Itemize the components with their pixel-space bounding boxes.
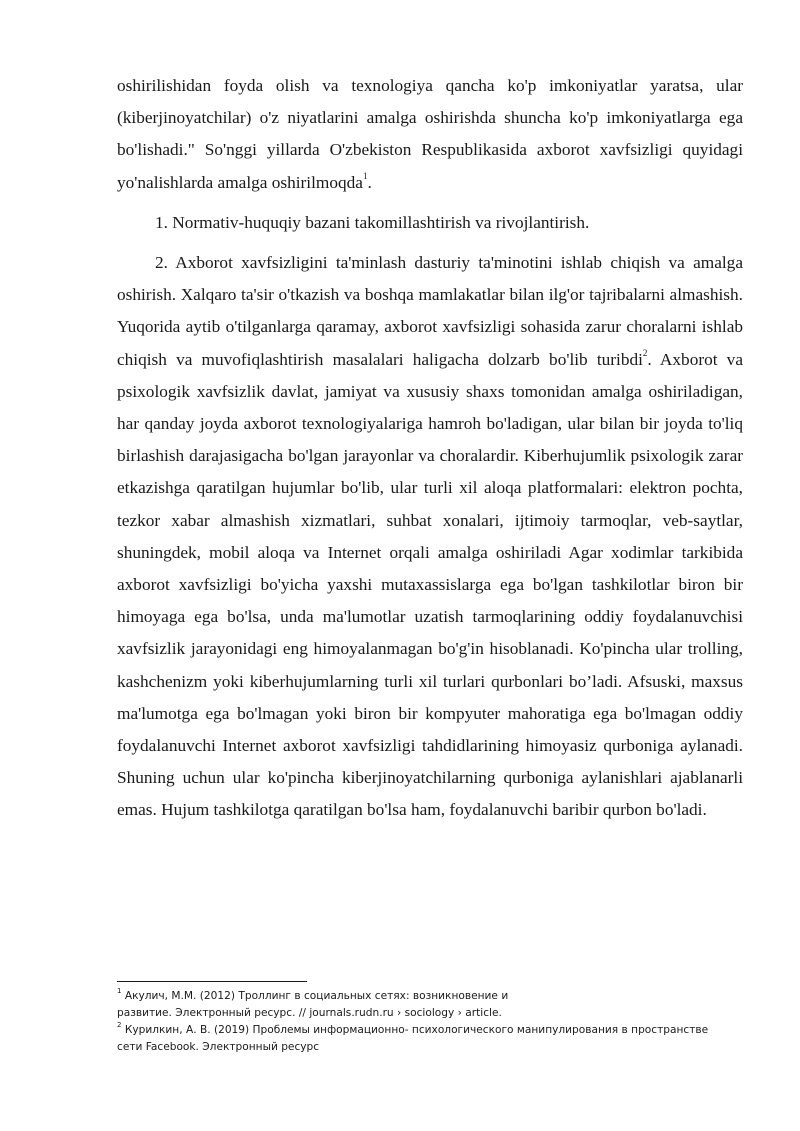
footnote-marker: 1 [117,987,122,996]
footnote-1 [117,988,743,1022]
footnote-text: Акулич, М.М. (2012) Троллинг в социальных сетях: возникновение и [124,990,509,1002]
footnote-2 [117,1022,743,1056]
paragraph-text: oshirilishidan foyda olish va texnologiya qancha ko'p imkoniyatlar yaratsa, ular (kiberjinoyatchilar) o'z niyatlarini amalga oshirishda shuncha ko'p imkoniyatlarga ega bo'lishadi." So'nggi yillarda O'zbekiston Respublikasida axborot xavfsizligi quyidagi yo'nalishlarda amalga oshirilmoqda [117,76,743,192]
footnote-text: сети Facebook. Электронный ресурс [117,1041,320,1053]
paragraph-text: 2. Axborot xavfsizligini ta'minlash dasturiy ta'minotini ishlab chiqish va amalga oshirish. Xalqaro ta'sir o'tkazish va boshqa mamlakatlar bilan ilg'or tajribalarni almashish. Yuqorida aytib o'tilganlarga qaramay, axborot xavfsizligi sohasida zarur choralarni ishlab chiqish va muvofiqlashtirish masalalari haligacha dolzarb bo'lib turibdi [117,253,743,369]
paragraph-continuation [117,70,743,199]
footnote-text: развитие. Электронный ресурс. // journals.rudn.ru › sociology › article. [117,1007,502,1019]
footnote-marker: 2 [117,1021,122,1030]
paragraph-text: . Axborot va psixologik xavfsizlik davlat, jamiyat va xususiy shaxs tomonidan amalga oshiriladigan, har qanday joyda axborot texnologiyalariga hamroh bo'ladigan, ular bilan bir joyda to'liq birlashish darajasigacha bo'lgan jarayonlar va choralardir. Kiberhujumlik psixologik zarar etkazishga qaratilgan hujumlar bo'lib, ular turli xil aloqa platformalari: elektron pochta, tezkor xabar almashish xizmatlari, suhbat xonalari, ijtimoiy tarmoqlar, veb-saytlar, shuningdek, mobil aloqa va Internet orqali amalga oshiriladi Agar xodimlar tarkibida axborot xavfsizligi bo'yicha yaxshi mutaxassislarga ega bo'lgan tashkilotlar biron bir himoyaga ega bo'lsa, unda ma'lumotlar uzatish tarmoqlarining oddiy foydalanuvchisi xavfsizlik jarayonidagi eng himoyalanmagan bo'g'in hisoblanadi. Ko'pincha ular trolling, kashchenizm yoki kiberhujumlarning turli xil turlari qurbonlari bo’ladi. Afsuski, maxsus ma'lumotga ega bo'lmagan yoki biron bir kompyuter mahoratiga ega bo'lmagan oddiy foydalanuvchi Internet axborot xavfsizligi tahdidlarining himoyasiz qurboniga aylanadi. Shuning uchun ular ko'pincha kiberjinoyatchilarning qurboniga aylanishlari ajablanarli emas. Hujum tashkilotga qaratilgan bo'lsa ham, foydalanuvchi baribir qurbon bo'ladi. [117,349,743,820]
paragraph-text: . [367,172,372,192]
footnote-text: Курилкин, А. В. (2019) Проблемы информационно- психологического манипулирования в пространстве [124,1024,709,1036]
footnote-reference[interactable]: 1 [362,170,368,181]
footnote-separator [117,981,307,982]
list-item-1: 1. Normativ-huquqiy bazani takomillashtirish va rivojlantirish. [155,212,590,232]
footnote-reference[interactable]: 2 [642,347,648,358]
list-item-2 [117,247,743,827]
footnotes [117,988,743,1056]
document-body [117,70,743,827]
